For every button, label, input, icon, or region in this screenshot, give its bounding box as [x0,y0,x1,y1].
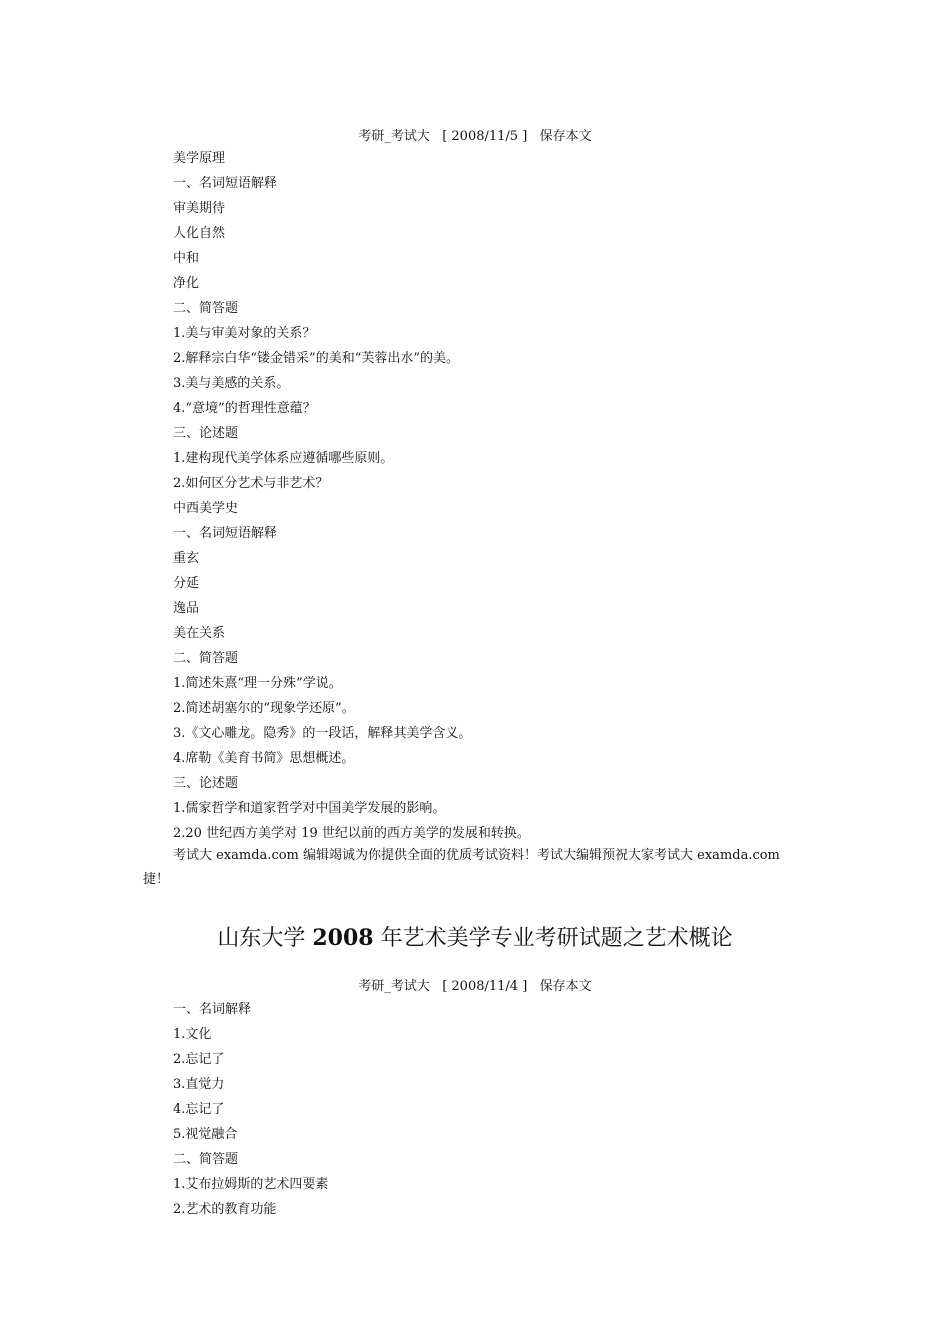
part-heading: 三、论述题 [173,776,239,791]
term-item: 中和 [173,251,200,266]
article-title-year: 2008 [312,925,374,951]
exam-question-list [173,997,823,1222]
question-item: 4.“意境”的哲理性意蕴？ [173,401,316,416]
article-meta-line: 考研_考试大 [ 2008/11/5 ] 保存本文 [358,129,592,144]
term-item: 净化 [173,276,200,291]
term-item: 1.文化 [173,1027,212,1042]
exam-question-list [173,146,823,846]
term-item: 2.忘记了 [173,1052,225,1067]
question-item: 3.《文心雕龙。隐秀》的一段话，解释其美学含义。 [173,726,472,741]
question-item: 2.简述胡塞尔的“现象学还原”。 [173,701,355,716]
term-item: 4.忘记了 [173,1102,225,1117]
term-item: 美在关系 [173,626,226,641]
article-title-suffix: 年艺术美学专业考研试题之艺术概论 [373,926,733,951]
part-heading: 一、名词解释 [173,1002,252,1017]
question-item: 1.建构现代美学体系应遵循哪些原则。 [173,451,394,466]
term-item: 分延 [173,576,200,591]
article-title-prefix: 山东大学 [217,926,313,951]
question-item: 2.艺术的教育功能 [173,1202,277,1217]
part-heading: 一、名词短语解释 [173,526,278,541]
article-title [0,923,950,954]
term-item: 人化自然 [173,226,226,241]
term-item: 3.直觉力 [173,1077,225,1092]
question-item: 4.席勒《美育书简》思想概述。 [173,751,355,766]
term-item: 5.视觉融合 [173,1127,238,1142]
question-item: 3.美与美感的关系。 [173,376,290,391]
question-item: 1.艾布拉姆斯的艺术四要素 [173,1177,329,1192]
term-item: 审美期待 [173,201,226,216]
question-item: 1.美与审美对象的关系？ [173,326,316,341]
section-heading: 中西美学史 [173,501,239,516]
question-item: 2.20 世纪西方美学对 19 世纪以前的西方美学的发展和转换。 [173,826,530,841]
source-footer-note: 考试大 examda.com 编辑竭诚为你提供全面的优质考试资料！考试大编辑预祝大家考试大 examda.com 捷！ [143,848,780,887]
article-meta-line: 考研_考试大 [ 2008/11/4 ] 保存本文 [358,979,592,994]
question-item: 2.解释宗白华“镂金错采”的美和“芙蓉出水”的美。 [173,351,459,366]
part-heading: 二、简答题 [173,301,239,316]
question-item: 1.简述朱熹“理一分殊”学说。 [173,676,342,691]
part-heading: 一、名词短语解释 [173,176,278,191]
part-heading: 二、简答题 [173,651,239,666]
section-heading: 美学原理 [173,151,226,166]
part-heading: 三、论述题 [173,426,239,441]
term-item: 重玄 [173,551,200,566]
term-item: 逸品 [173,601,200,616]
question-item: 1.儒家哲学和道家哲学对中国美学发展的影响。 [173,801,446,816]
question-item: 2.如何区分艺术与非艺术？ [173,476,329,491]
part-heading: 二、简答题 [173,1152,239,1167]
